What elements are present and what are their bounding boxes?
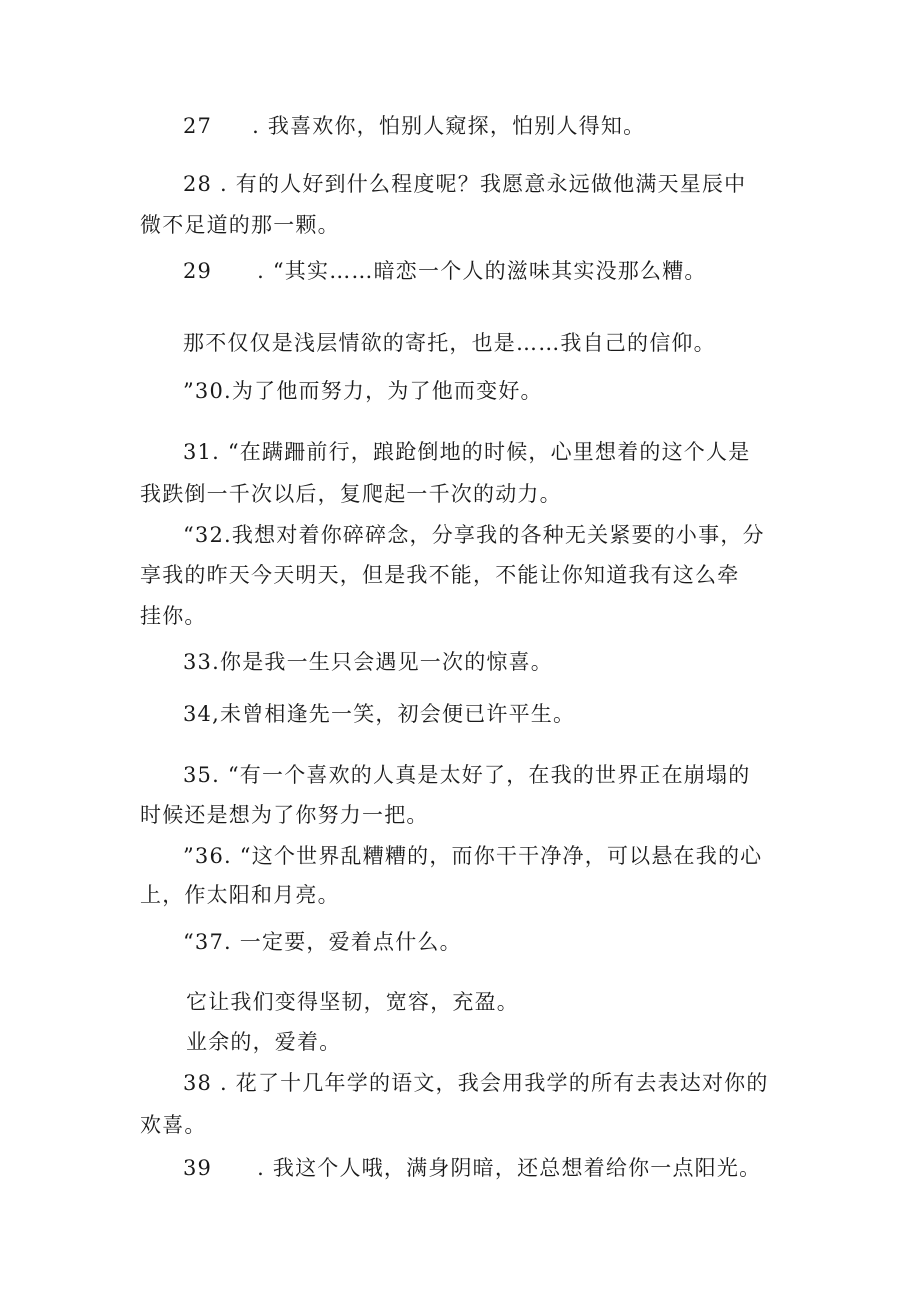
quote-31-line-1: 31. “在蹒跚前行，踉跄倒地的时候，心里想着的这个人是 [183,440,751,464]
quote-31-line-2: 我跌倒一千次以后，复爬起一千次的动力。 [140,482,562,506]
quote-36-line-2: 上，作太阳和月亮。 [140,883,340,907]
quote-38-line-1: 38 . 花了十几年学的语文，我会用我学的所有去表达对你的 [183,1071,769,1095]
quote-37: “37. 一定要，爱着点什么。 [183,930,462,954]
quote-32-line-2: 享我的昨天今天明天，但是我不能，不能让你知道我有这么牵 [140,563,740,587]
quote-37-line-2: 它让我们变得坚韧，宽容，充盈。 [186,990,519,1014]
quote-34: 34,未曾相逢先一笑，初会便已许平生。 [183,702,576,726]
quote-28-line-1: 28 . 有的人好到什么程度呢？我愿意永远做他满天星辰中 [183,172,747,196]
quote-32-line-3: 挂你。 [140,604,207,628]
quote-text: . “其实……暗恋一个人的滋味其实没那么糟。 [257,259,707,283]
quote-37-line-3: 业余的，爱着。 [186,1030,342,1054]
quote-35-line-1: 35. “有一个喜欢的人真是太好了，在我的世界正在崩塌的 [183,763,751,787]
quote-number: 29 [183,259,213,283]
quote-number: 39 [183,1156,213,1180]
quote-number: 27 [183,114,213,138]
quote-text: . 我这个人哦，满身阴暗，还总想着给你一点阳光。 [257,1156,762,1180]
quote-36-line-1: ”36. “这个世界乱糟糟的，而你干干净净，可以悬在我的心 [183,844,763,868]
quote-29 [183,256,707,286]
quote-28-line-2: 微不足道的那一颗。 [140,213,340,237]
quote-35-line-2: 时候还是想为了你努力一把。 [140,803,429,827]
quote-29-continued: 那不仅仅是浅层情欲的寄托，也是……我自己的信仰。 [183,331,716,355]
quote-text: . 我喜欢你，怕别人窥探，怕别人得知。 [252,114,646,138]
quote-33: 33.你是我一生只会遇见一次的惊喜。 [183,650,553,674]
quote-39 [183,1153,761,1183]
quote-38-line-2: 欢喜。 [140,1113,207,1137]
quote-30: ”30.为了他而努力，为了他而变好。 [183,379,543,403]
quote-32-line-1: “32.我想对着你碎碎念，分享我的各种无关紧要的小事，分 [183,523,765,547]
quote-27 [183,111,645,141]
